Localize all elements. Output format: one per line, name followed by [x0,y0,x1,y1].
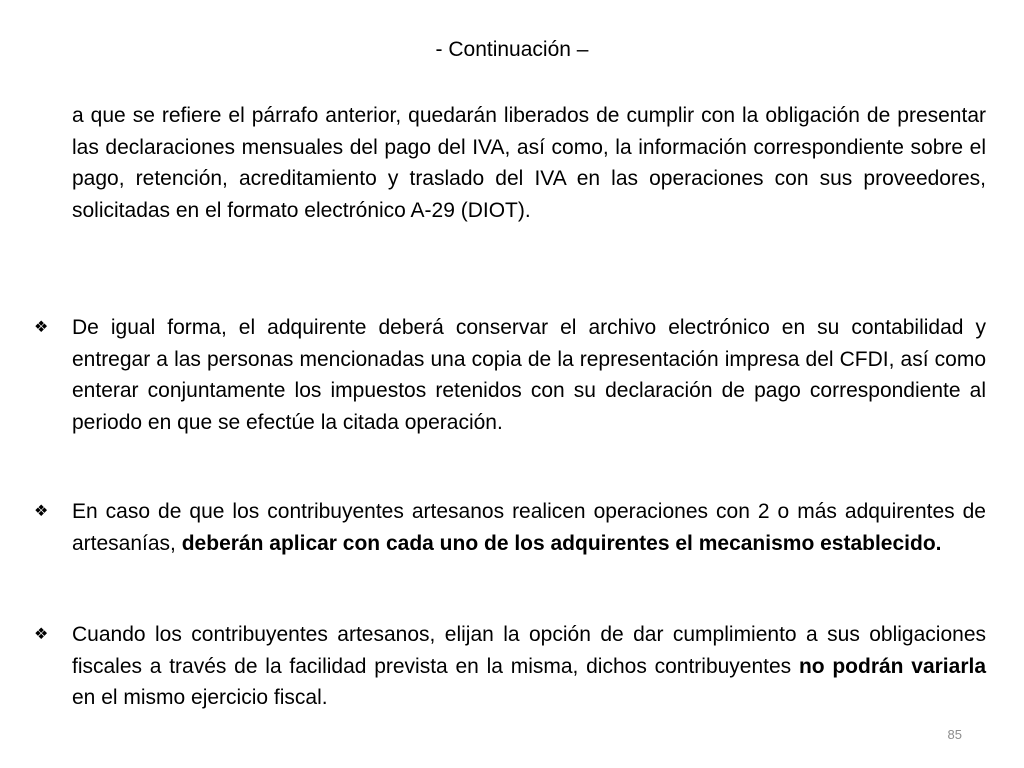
bullet-text-3-bold: no podrán variarla [798,654,987,678]
diamond-bullet-icon: ❖ [34,626,49,643]
slide-heading: - Continuación – [435,38,589,61]
intro-paragraph: a que se refiere el párrafo anterior, quedarán liberados de cumplir con la obligación de presentar las declaraciones mensuales del pago del IVA, así como, la información correspondiente sobre el pago, retención, acreditamiento y traslado del IVA en las operaciones con sus proveedores, solicitadas en el formato electrónico A-29 (DIOT). [72,104,986,222]
diamond-bullet-icon: ❖ [34,503,49,520]
bullet-item-1 [34,312,986,438]
bullet-text-2-bold: deberán aplicar con cada uno de los adquirentes el mecanismo establecido. [181,531,942,555]
bullet-text-2 [72,496,986,559]
bullet-item-3 [34,619,986,714]
diamond-bullet-icon: ❖ [34,319,49,336]
bullet-text-3 [72,619,986,714]
bullet-text-2-regular: En caso de que los contribuyentes artesanos realicen operaciones con 2 o más adquirentes de artesanías, [72,500,986,555]
bullet-text-3-ending: en el mismo ejercicio fiscal. [72,686,328,709]
bullet-item-2 [34,496,986,559]
bullet-text-1: De igual forma, el adquirente deberá conservar el archivo electrónico en su contabilidad y entregar a las personas mencionadas una copia de la representación impresa del CFDI, así como enterar conjuntamente los impuestos retenidos con su declaración de pago correspondiente al periodo en que se efectúe la citada operación. [72,316,986,434]
page-number: 85 [947,727,962,742]
bullet-text-3-regular: Cuando los contribuyentes artesanos, elijan la opción de dar cumplimiento a sus obligaciones fiscales a través de la facilidad prevista en la misma, dichos contribuyentes [72,623,986,678]
